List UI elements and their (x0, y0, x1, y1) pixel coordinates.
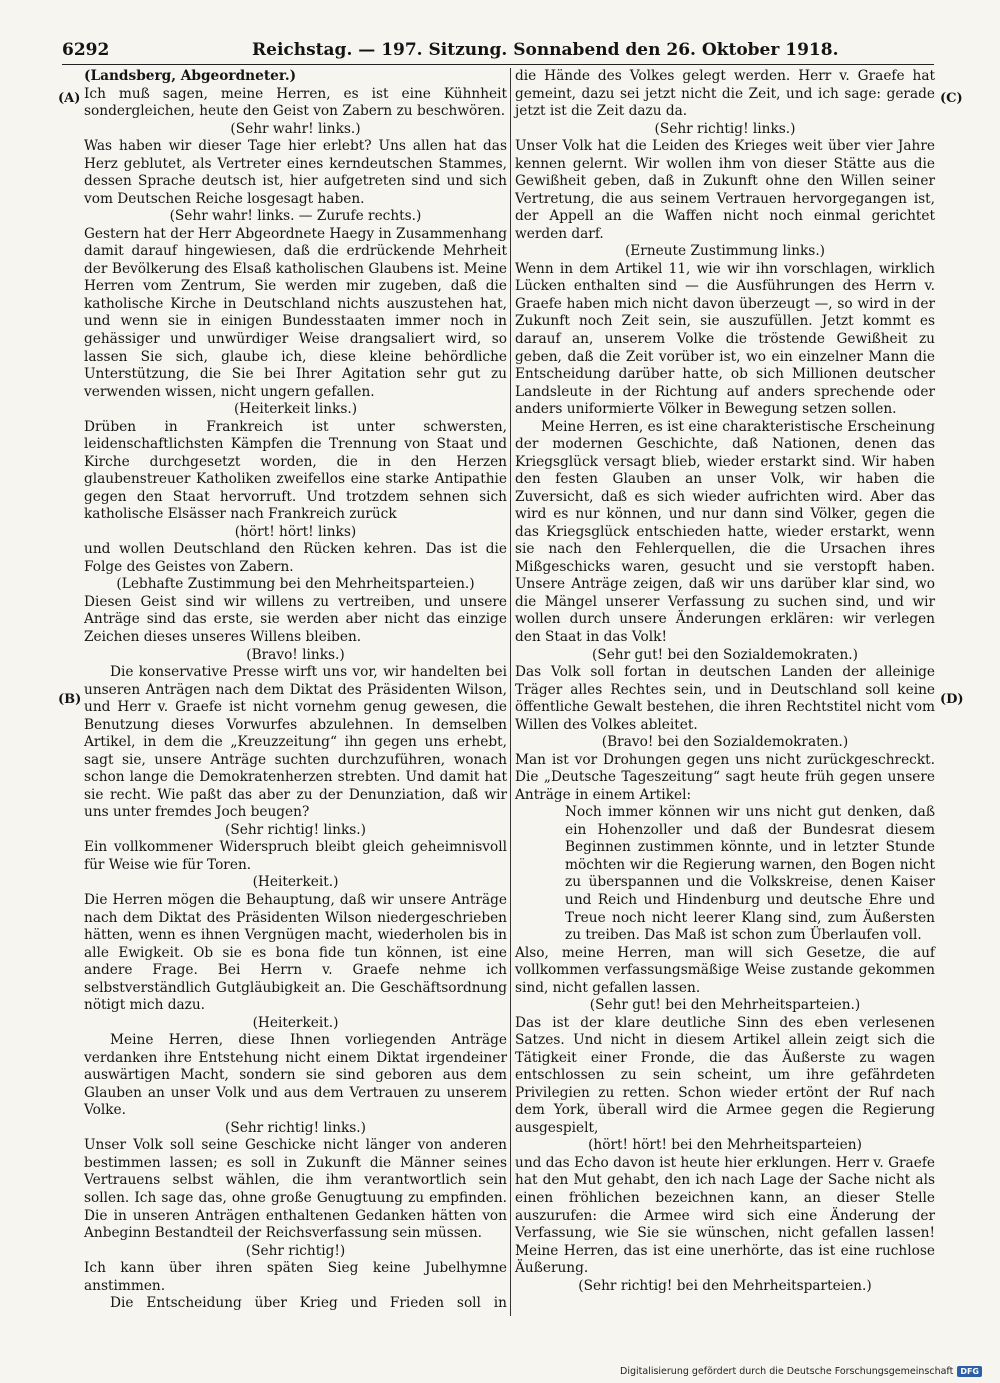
paragraph: Unser Volk hat die Leiden des Krieges weit über vier Jahre kennen gelernt. Wir wollen ihm von dieser Stätte aus die Gewißheit geben, daß in Zukunft ohne den Willen seiner Vertretung, die aus seinem Vertrauen hervorgegangen ist, der Appell an die Waffen nicht noch einmal gerichtet werden darf. (515, 138, 935, 242)
paragraph: Das ist der klare deutliche Sinn des eben verlesenen Satzes. Und nicht in diesem Artikel allein zeigt sich die Tätigkeit einer Fronde, die das Äußerste zu wagen entschlossen zu sein scheint, um ihre gefährdeten Privilegien zu retten. Schon wieder ertönt der Ruf nach dem York, überall wird die Armee gegen die Regierung ausgespielt, (515, 1014, 935, 1136)
interjection: (Sehr wahr! links.) (230, 120, 361, 137)
paragraph: die Hände des Volkes gelegt werden. Herr v. Graefe hat gemeint, dazu sei jetzt nicht die Zeit, und ich sage: gerade jetzt ist die Zeit dazu da. (515, 68, 935, 120)
interjection: (Sehr richtig! links.) (654, 120, 796, 137)
paragraph: Ich muß sagen, meine Herren, es ist eine Kühnheit sondergleichen, heute den Geist von Zabern zu beschwören. (84, 85, 507, 120)
interjection: (Sehr wahr! links. — Zurufe rechts.) (169, 208, 422, 225)
interjection: (Lebhafte Zustimmung bei den Mehrheitsparteien.) (116, 576, 475, 593)
paragraph: Ich kann über ihren späten Sieg keine Jubelhymne anstimmen. (84, 1260, 507, 1294)
interjection: (Sehr richtig! bei den Mehrheitsparteien.) (578, 1277, 872, 1294)
dfg-logo: DFG (957, 1366, 982, 1377)
right-column (515, 68, 935, 1295)
left-column (84, 68, 507, 1313)
paragraph: Wenn in dem Artikel 11, wie wir ihn vorschlagen, wirklich Lücken enthalten sind — die Ausführungen des Herrn v. Graefe haben mich nicht davon überzeugt —, so wird in der Zukunft noch Zeit sein, sie auszufüllen. Jetzt kommt es darauf an, unserem Volke die tröstende Gewißheit zu geben, daß die Zeit vorüber ist, wo ein einzelner Mann die Entscheidung darüber hatte, ob sich Millionen deutscher Landsleute in der Richtung auf anders sprechende oder anders uniformierte Völker in Bewegung setzen sollen. (515, 260, 935, 418)
interjection: (Erneute Zustimmung links.) (624, 243, 826, 260)
interjection: (Heiterkeit.) (252, 1014, 339, 1031)
interjection: (Heiterkeit links.) (233, 401, 358, 418)
margin-letter-b: (B) (58, 692, 82, 707)
interjection: (Sehr gut! bei den Sozialdemokraten.) (591, 646, 858, 663)
paragraph: Also, meine Herren, man will sich Gesetze, die auf vollkommen verfassungsmäßige Weise zustande gekommen sind, nicht gefallen lassen. (515, 944, 935, 996)
margin-letter-a: (A) (58, 91, 81, 106)
paragraph: Gestern hat der Herr Abgeordnete Haegy in Zusammenhang damit darauf hingewiesen, daß die erdrückende Mehrheit der Bevölkerung des Elsaß katholischen Glaubens ist. Meine Herren vom Zentrum, Sie werden mir zugeben, daß die katholische Kirche in Deutschland nichts auszustehen hat, und wenn sie in einigen Bundesstaaten immer noch in gehässiger und unwürdiger Weise drangsaliert wird, so lassen Sie sich, glaube ich, diese kleine behördliche Unterstützung, die Sie bei Ihrer Agitation sehr gut zu verwenden wissen, nicht ungern gefallen. (84, 225, 507, 400)
paragraph: Die Entscheidung über Krieg und Frieden soll in (110, 1295, 507, 1312)
column-divider (510, 68, 511, 1316)
footer-credit (620, 1366, 982, 1377)
paragraph: Diesen Geist sind wir willens zu vertreiben, und unsere Anträge sind das erste, sie werden aber nicht das einzige Zeichen dieses unseres Willens bleiben. (84, 593, 507, 645)
paragraph: Was haben wir dieser Tage hier erlebt? Uns allen hat das Herz geblutet, als Vertreter eines kerndeutschen Stammes, dessen Sprache deutsch ist, hier aufgetreten sind und sich vom Deutschen Reiche losgesagt haben. (84, 138, 507, 207)
running-title: Reichstag. — 197. Sitzung. Sonnabend den 26. Oktober 1918. (252, 40, 839, 60)
margin-letter-d: (D) (940, 692, 964, 707)
paragraph: Ein vollkommener Widerspruch bleibt gleich geheimnisvoll für Weise wie für Toren. (84, 839, 507, 873)
paragraph: Meine Herren, diese Ihnen vorliegenden Anträge verdanken ihre Entstehung nicht einem Diktat irgendeiner auswärtigen Macht, sondern sie sind geboren aus dem Glauben an unser Volk und aus dem Vertrauen zu unserem Volke. (84, 1032, 507, 1119)
paragraph: Die konservative Presse wirft uns vor, wir handelten bei unseren Anträgen nach dem Diktat des Präsidenten Wilson, und Herr v. Graefe ist nicht vornehm genug gewesen, die Benutzung dieses Vorwurfes abzulehnen. In demselben Artikel, in dem die „Kreuzzeitung“ ihn gegen uns erhebt, sagt sie, unsere Anträge suchten durchzuführen, wonach schon lange die Demokratenherzen strebten. Und damit hat sie recht. Wie paßt das aber zu der Denunziation, daß wir uns unter fremdes Joch beugen? (84, 664, 507, 821)
paragraph: Das Volk soll fortan in deutschen Landen der alleinige Träger alles Rechtes sein, und in Deutschland soll keine öffentliche Gewalt bestehen, die ihren Rechtstitel nicht vom Willen des Volkes ableitet. (515, 664, 935, 733)
paragraph: Die Herren mögen die Behauptung, daß wir unsere Anträge nach dem Diktat des Präsidenten Wilson niedergeschrieben hätten, wenn es ihnen Vergnügen macht, wiederholen bis in alle Ewigkeit. Ob sie es bona fide tun können, ist eine andere Frage. Bei Herrn v. Graefe nehme ich selbstverständlich Gutgläubigkeit an. Die Geschäftsordnung nötigt mich dazu. (84, 891, 507, 1014)
interjection: (hört! hört! bei den Mehrheitsparteien) (588, 1137, 862, 1154)
paragraph: Drüben in Frankreich ist unter schwersten, leidenschaftlichsten Kämpfen die Trennung von Staat und Kirche durchgesetzt worden, die in den Herzen glaubenstreuer Katholiken zweifellos eine starke Antipathie gegen den Staat hervorruft. Und trotzdem sehnen sich katholische Elsässer nach Frankreich zurück (84, 418, 507, 523)
interjection: (Sehr richtig!) (245, 1242, 346, 1259)
paragraph: Man ist vor Drohungen gegen uns nicht zurückgeschreckt. Die „Deutsche Tageszeitung“ sagt heute früh gegen unsere Anträge in einem Artikel: (515, 751, 935, 803)
page-number: 6292 (62, 40, 110, 60)
interjection: (Sehr richtig! links.) (225, 821, 366, 838)
footer-text: Digitalisierung gefördert durch die Deutsche Forschungsgemeinschaft (620, 1366, 954, 1377)
paragraph: und wollen Deutschland den Rücken kehren. Das ist die Folge des Geistes von Zabern. (84, 541, 507, 575)
paragraph: und das Echo davon ist heute hier erklungen. Herr v. Graefe hat den Mut gehabt, den ich nach Lage der Sache nicht als einen fröhlichen bezeichnen kann, an dieser Stelle auszurufen: die Armee wird sich eine Änderung der Verfassung, wie Sie sie wünschen, nicht gefallen lassen! Meine Herren, das ist eine unerhörte, das ist eine ruchlose Äußerung. (515, 1154, 935, 1277)
interjection: (Heiterkeit.) (252, 874, 339, 891)
interjection: (Sehr gut! bei den Mehrheitsparteien.) (589, 997, 861, 1014)
interjection: (Sehr richtig! links.) (225, 1119, 366, 1136)
quoted-passage: Noch immer können wir uns nicht gut denken, daß ein Hohenzoller und daß der Bundesrat diesem Beginnen zustimmen könnte, und in letzter Stunde möchten wir die Regierung warnen, den Bogen nicht zu überspannen und die Volkskreise, denen Kaiser und Reich und Hindenburg und deutsche Ehre und Treue noch nicht leerer Klang sind, zum Äußersten zu treiben. Das Maß ist schon zum Überlaufen voll. (565, 804, 935, 944)
interjection: (hört! hört! links) (234, 523, 357, 540)
page-header (62, 38, 934, 65)
margin-letter-c: (C) (940, 91, 963, 106)
interjection: (Bravo! links.) (246, 646, 345, 663)
paragraph: Meine Herren, es ist eine charakteristische Erscheinung der modernen Geschichte, daß Nationen, denen das Kriegsglück versagt blieb, wieder erstarkt sind. Wir haben den festen Glauben an unser Volk, wir haben die Zuversicht, daß es sich wieder aufrichten wird. Aber das wird es nur können, und nur dann sind Völker, gegen die das Kriegsglück entschieden hatte, wieder erstarkt, wenn sie nach den Fehlerquellen, die die Ursachen ihres Mißgeschicks waren, gesucht und sie verstopft haben. Unsere Anträge zeigen, daß wir uns darüber klar sind, wo die Mängel unserer Verfassung zu suchen sind, und wir wollen durch unsere Änderungen erklären: wir verlegen den Staat in das Volk! (515, 418, 935, 645)
paragraph: (Landsberg, Abgeordneter.) (84, 68, 297, 84)
paragraph: Unser Volk soll seine Geschicke nicht länger von anderen bestimmen lassen; es soll in Zukunft die Männer seines Vertrauens selbst wählen, die ihm verantwortlich sein sollen. Ich sage das, ohne große Genugtuung zu empfinden. Die in unseren Anträgen enthaltenen Gedanken hätten von Anbeginn Bestandteil der Reichsverfassung sein müssen. (84, 1137, 507, 1242)
interjection: (Bravo! bei den Sozialdemokraten.) (601, 734, 849, 751)
